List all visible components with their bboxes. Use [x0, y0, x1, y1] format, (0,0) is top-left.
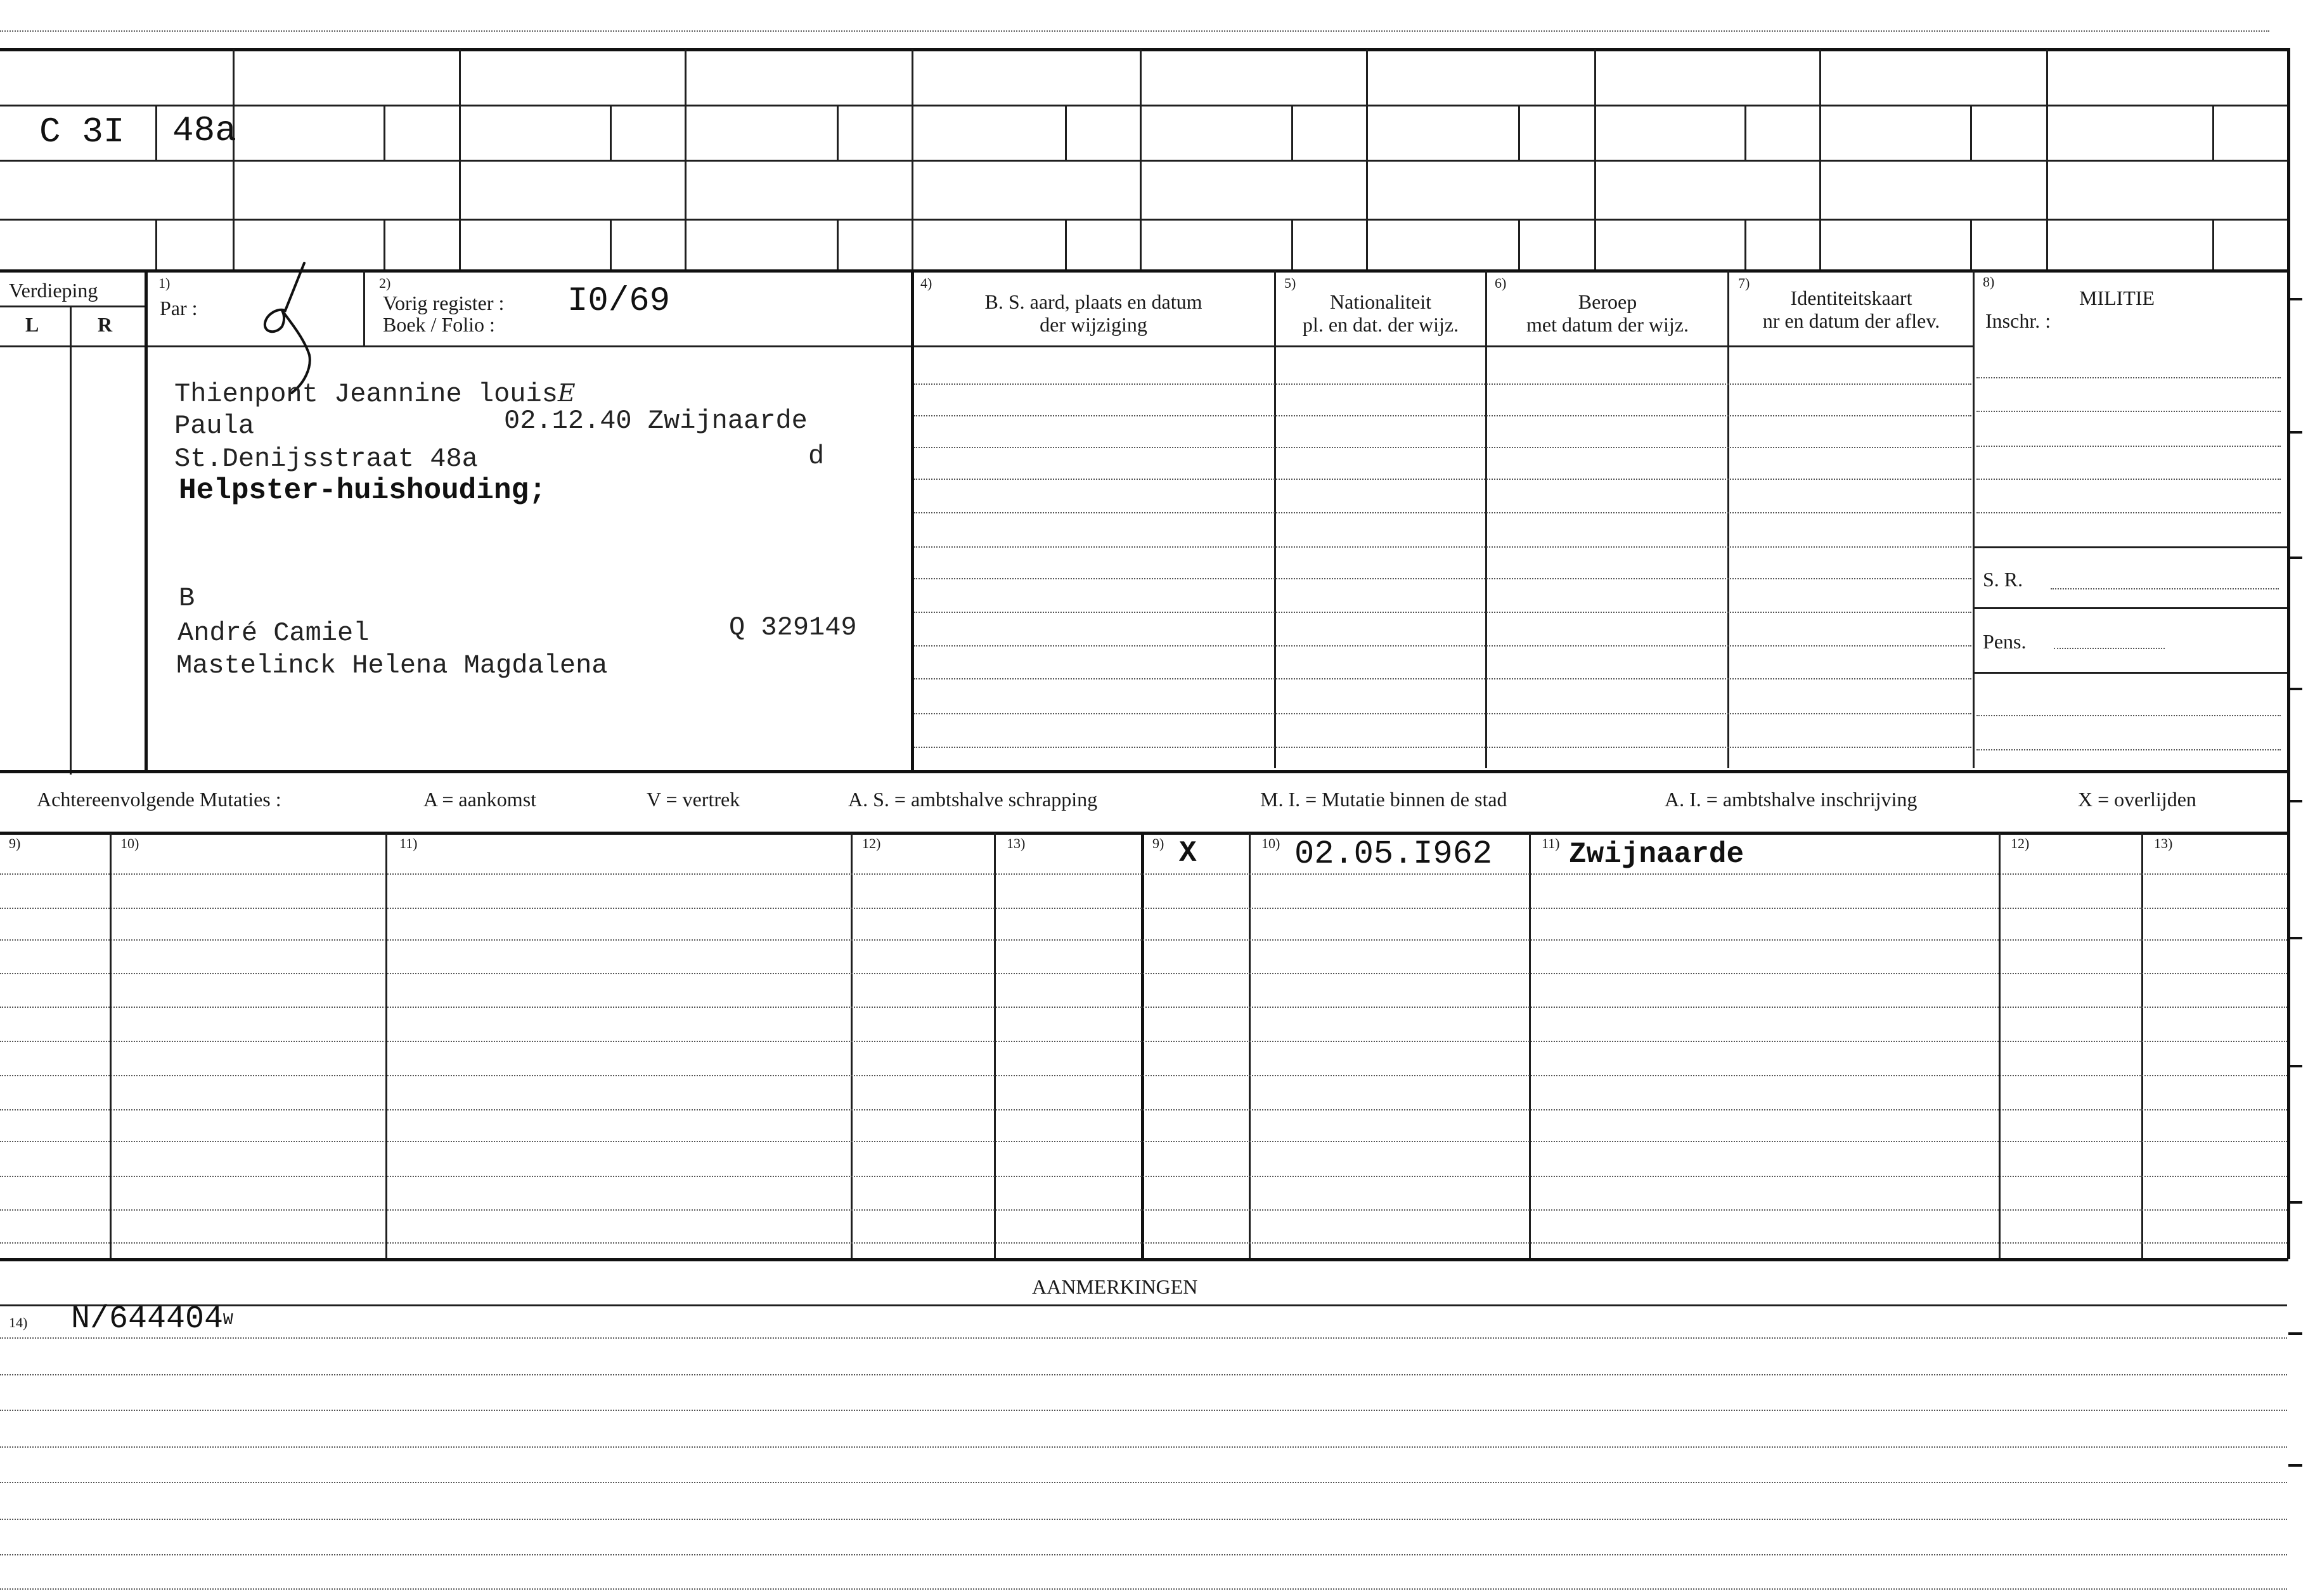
- militie-number: 8): [1983, 274, 1995, 290]
- mutation-place: Zwijnaarde: [1569, 838, 1744, 871]
- top-row-line-3: [0, 219, 2288, 221]
- top-subdivider: [610, 105, 612, 160]
- top-divider: [1594, 49, 1596, 269]
- mutation-divider: [994, 833, 996, 1261]
- top-row-line-1: [0, 105, 2288, 106]
- top-divider: [912, 49, 913, 269]
- header-top-border: [0, 269, 2288, 273]
- ident-label-1: Identiteitskaart: [1790, 286, 1912, 309]
- top-divider: [1366, 49, 1368, 269]
- margin-tick: [2288, 800, 2302, 802]
- column-divider: [1973, 271, 1975, 768]
- remarks-title-line: [0, 1304, 2287, 1306]
- top-divider: [233, 49, 235, 269]
- top-subdivider: [1065, 219, 1067, 269]
- remarks-value-suffix: W: [223, 1310, 233, 1329]
- person-mark-d: d: [808, 441, 825, 472]
- mutation-dotted-line: [0, 1141, 2287, 1142]
- mutation-left-col-11: 11): [399, 835, 418, 851]
- mutation-right-col-10: 10): [1261, 835, 1280, 851]
- bs-dotted-line: [914, 447, 1971, 448]
- top-subdivider: [1744, 105, 1746, 160]
- house-number: 48a: [172, 110, 236, 151]
- top-subdivider: [1744, 219, 1746, 269]
- margin-tick: [2288, 298, 2302, 300]
- mutation-dotted-line: [0, 1007, 2287, 1008]
- remarks-dotted-line: [0, 1482, 2287, 1483]
- nat-label-1: Nationaliteit: [1330, 290, 1431, 313]
- legend-top-border: [0, 770, 2288, 773]
- mutation-left-col-9: 9): [9, 835, 21, 851]
- par-number: 1): [158, 275, 171, 291]
- militie-inschr-label: Inschr. :: [1985, 309, 2051, 332]
- top-subdivider: [384, 219, 385, 269]
- militie-dotted-line: [1976, 715, 2281, 716]
- mutation-dotted-line: [0, 1209, 2287, 1211]
- mutation-divider: [1529, 833, 1531, 1261]
- top-subdivider: [1291, 105, 1293, 160]
- top-subdivider: [2212, 105, 2214, 160]
- mutation-type: X: [1179, 837, 1197, 870]
- mutation-left-col-12: 12): [862, 835, 881, 851]
- person-surname-line: [174, 378, 576, 409]
- address-code: C 3I: [39, 112, 125, 152]
- mutation-dotted-line: [0, 1041, 2287, 1042]
- militie-dotted-line: [1976, 377, 2281, 378]
- mutation-divider: [385, 833, 387, 1261]
- top-subdivider: [1518, 105, 1520, 160]
- mutation-dotted-line: [0, 908, 2287, 909]
- militie-dotted-line: [1976, 479, 2281, 480]
- top-subdivider: [1291, 219, 1293, 269]
- nat-number: 5): [1284, 275, 1296, 291]
- par-divider: [363, 271, 365, 345]
- handwritten-correction: E: [557, 379, 576, 407]
- top-divider: [1140, 49, 1142, 269]
- top-subdivider: [1065, 105, 1067, 160]
- mutation-dotted-line: [0, 1242, 2287, 1244]
- legend-mutatie: M. I. = Mutatie binnen de stad: [1260, 788, 1507, 811]
- verdieping-lr-divider: [70, 306, 72, 775]
- person-mother: Mastelinck Helena Magdalena: [176, 650, 608, 681]
- beroep-label-1: Beroep: [1578, 290, 1637, 313]
- bs-dotted-line: [914, 612, 1971, 613]
- bs-dotted-line: [914, 645, 1971, 647]
- militie-dotted-line: [1976, 749, 2281, 750]
- pens-dotted-line: [2054, 648, 2165, 649]
- vorig-register-value: I0/69: [567, 282, 671, 321]
- top-divider: [1819, 49, 1821, 269]
- right-border: [2287, 48, 2290, 1259]
- bs-dotted-line: [914, 678, 1971, 679]
- par-label: Par :: [160, 297, 198, 319]
- beroep-number: 6): [1495, 275, 1507, 291]
- margin-tick: [2288, 431, 2302, 434]
- vorig-number: 2): [379, 275, 391, 291]
- remarks-title: AANMERKINGEN: [1032, 1275, 1198, 1298]
- person-occupation: Helpster-huishouding;: [179, 474, 546, 507]
- remarks-dotted-line: [0, 1588, 2287, 1590]
- militie-dotted-line: [1976, 446, 2281, 447]
- top-subdivider: [155, 105, 157, 160]
- mutation-dotted-line: [0, 873, 2287, 875]
- mutation-date: 02.05.I962: [1294, 835, 1493, 873]
- margin-tick: [2288, 1464, 2302, 1467]
- nat-label-2: pl. en dat. der wijz.: [1302, 313, 1459, 336]
- militie-dotted-line: [1976, 411, 2281, 412]
- top-subdivider: [837, 219, 839, 269]
- mutation-right-col-9: 9): [1152, 835, 1164, 851]
- person-surname-names: Thienpont Jeannine louis: [174, 379, 558, 409]
- mutation-left-col-10: 10): [120, 835, 139, 851]
- column-divider: [1485, 271, 1487, 768]
- top-subdivider: [2212, 219, 2214, 269]
- margin-tick: [2288, 1065, 2302, 1067]
- top-subdivider: [610, 219, 612, 269]
- mutation-right-col-12: 12): [2011, 835, 2030, 851]
- boek-folio-label: Boek / Folio :: [383, 313, 495, 336]
- margin-tick: [2288, 1201, 2302, 1204]
- margin-tick: [2288, 937, 2302, 939]
- militie-title: MILITIE: [2079, 286, 2155, 309]
- column-divider: [1274, 271, 1276, 768]
- remarks-top-border: [0, 1258, 2288, 1261]
- mutation-divider: [2141, 833, 2143, 1261]
- militie-line: [1973, 546, 2287, 548]
- top-dotted-line: [0, 30, 2269, 32]
- legend-schrapping: A. S. = ambtshalve schrapping: [848, 788, 1098, 811]
- person-right-border: [911, 271, 914, 771]
- person-status: B: [179, 583, 195, 614]
- top-subdivider: [384, 105, 385, 160]
- bs-dotted-line: [914, 512, 1971, 513]
- bs-dotted-line: [914, 415, 1971, 416]
- floor-left-label: L: [25, 313, 39, 336]
- legend-vertrek: V = vertrek: [647, 788, 740, 811]
- mutation-left-col-13: 13): [1007, 835, 1026, 851]
- mutation-dotted-line: [0, 939, 2287, 941]
- militie-line: [1973, 672, 2287, 674]
- verdieping-split-line: [0, 306, 146, 307]
- person-birth: 02.12.40 Zwijnaarde: [504, 406, 808, 436]
- mutation-top-border: [0, 832, 2288, 835]
- legend-overlijden: X = overlijden: [2078, 788, 2196, 811]
- bs-dotted-line: [914, 383, 1971, 385]
- militie-dotted-line: [1976, 512, 2281, 513]
- remarks-value-main: N/644404: [71, 1301, 224, 1337]
- mutation-dotted-line: [0, 1075, 2287, 1076]
- bs-label-2: der wijziging: [1040, 313, 1147, 336]
- legend-title: Achtereenvolgende Mutaties :: [37, 788, 281, 811]
- vorig-register-label: Vorig register :: [383, 292, 505, 314]
- beroep-label-2: met datum der wijz.: [1526, 313, 1689, 336]
- remarks-dotted-line: [0, 1337, 2287, 1339]
- top-divider: [685, 49, 687, 269]
- bs-dotted-line: [914, 747, 1971, 748]
- legend-aankomst: A = aankomst: [423, 788, 537, 811]
- person-parents: André Camiel: [177, 618, 370, 648]
- person-id-number: Q 329149: [729, 612, 857, 643]
- margin-tick: [2288, 688, 2302, 690]
- mutation-center-divider: [1141, 833, 1144, 1261]
- mutation-divider: [1249, 833, 1251, 1261]
- ident-number: 7): [1738, 275, 1750, 291]
- bs-number: 4): [920, 275, 932, 291]
- remarks-dotted-line: [0, 1446, 2287, 1448]
- mutation-divider: [110, 833, 112, 1261]
- mutation-dotted-line: [0, 1176, 2287, 1177]
- mutation-dotted-line: [0, 973, 2287, 974]
- mutation-right-col-13: 13): [2154, 835, 2173, 851]
- legend-inschrijving: A. I. = ambtshalve inschrijving: [1665, 788, 1918, 811]
- mutation-divider: [1999, 833, 2001, 1261]
- top-subdivider: [1518, 219, 1520, 269]
- militie-pens-label: Pens.: [1983, 630, 2027, 653]
- verdieping-label: Verdieping: [9, 279, 98, 302]
- militie-sr-label: S. R.: [1983, 568, 2023, 591]
- mutation-dotted-line: [0, 1109, 2287, 1110]
- mutation-divider: [851, 833, 853, 1261]
- bs-dotted-line: [914, 546, 1971, 548]
- floor-right-label: R: [98, 313, 113, 336]
- person-given-name: Paula: [174, 411, 255, 441]
- remarks-value: [71, 1301, 233, 1339]
- top-subdivider: [155, 219, 157, 269]
- militie-line: [1973, 607, 2287, 609]
- remarks-dotted-line: [0, 1374, 2287, 1375]
- margin-tick: [2288, 557, 2302, 559]
- remarks-dotted-line: [0, 1410, 2287, 1411]
- top-row-line-2: [0, 160, 2288, 162]
- sr-dotted-line: [2051, 588, 2279, 589]
- bs-dotted-line: [914, 479, 1971, 480]
- margin-tick: [2288, 1332, 2302, 1335]
- top-subdivider: [1970, 219, 1972, 269]
- remarks-dotted-line: [0, 1519, 2287, 1520]
- top-border: [0, 48, 2288, 51]
- bs-dotted-line: [914, 713, 1971, 714]
- top-divider: [459, 49, 461, 269]
- ident-label-2: nr en datum der aflev.: [1762, 309, 1940, 332]
- top-subdivider: [1970, 105, 1972, 160]
- person-street: St.Denijsstraat 48a: [174, 444, 478, 474]
- top-divider: [2046, 49, 2048, 269]
- remarks-number: 14): [9, 1315, 28, 1330]
- column-divider: [1727, 271, 1729, 768]
- bs-dotted-line: [914, 578, 1971, 579]
- bs-label-1: B. S. aard, plaats en datum: [984, 290, 1202, 313]
- mutation-right-col-11: 11): [1542, 835, 1560, 851]
- remarks-dotted-line: [0, 1554, 2287, 1555]
- top-subdivider: [837, 105, 839, 160]
- verdieping-right-border: [145, 271, 148, 771]
